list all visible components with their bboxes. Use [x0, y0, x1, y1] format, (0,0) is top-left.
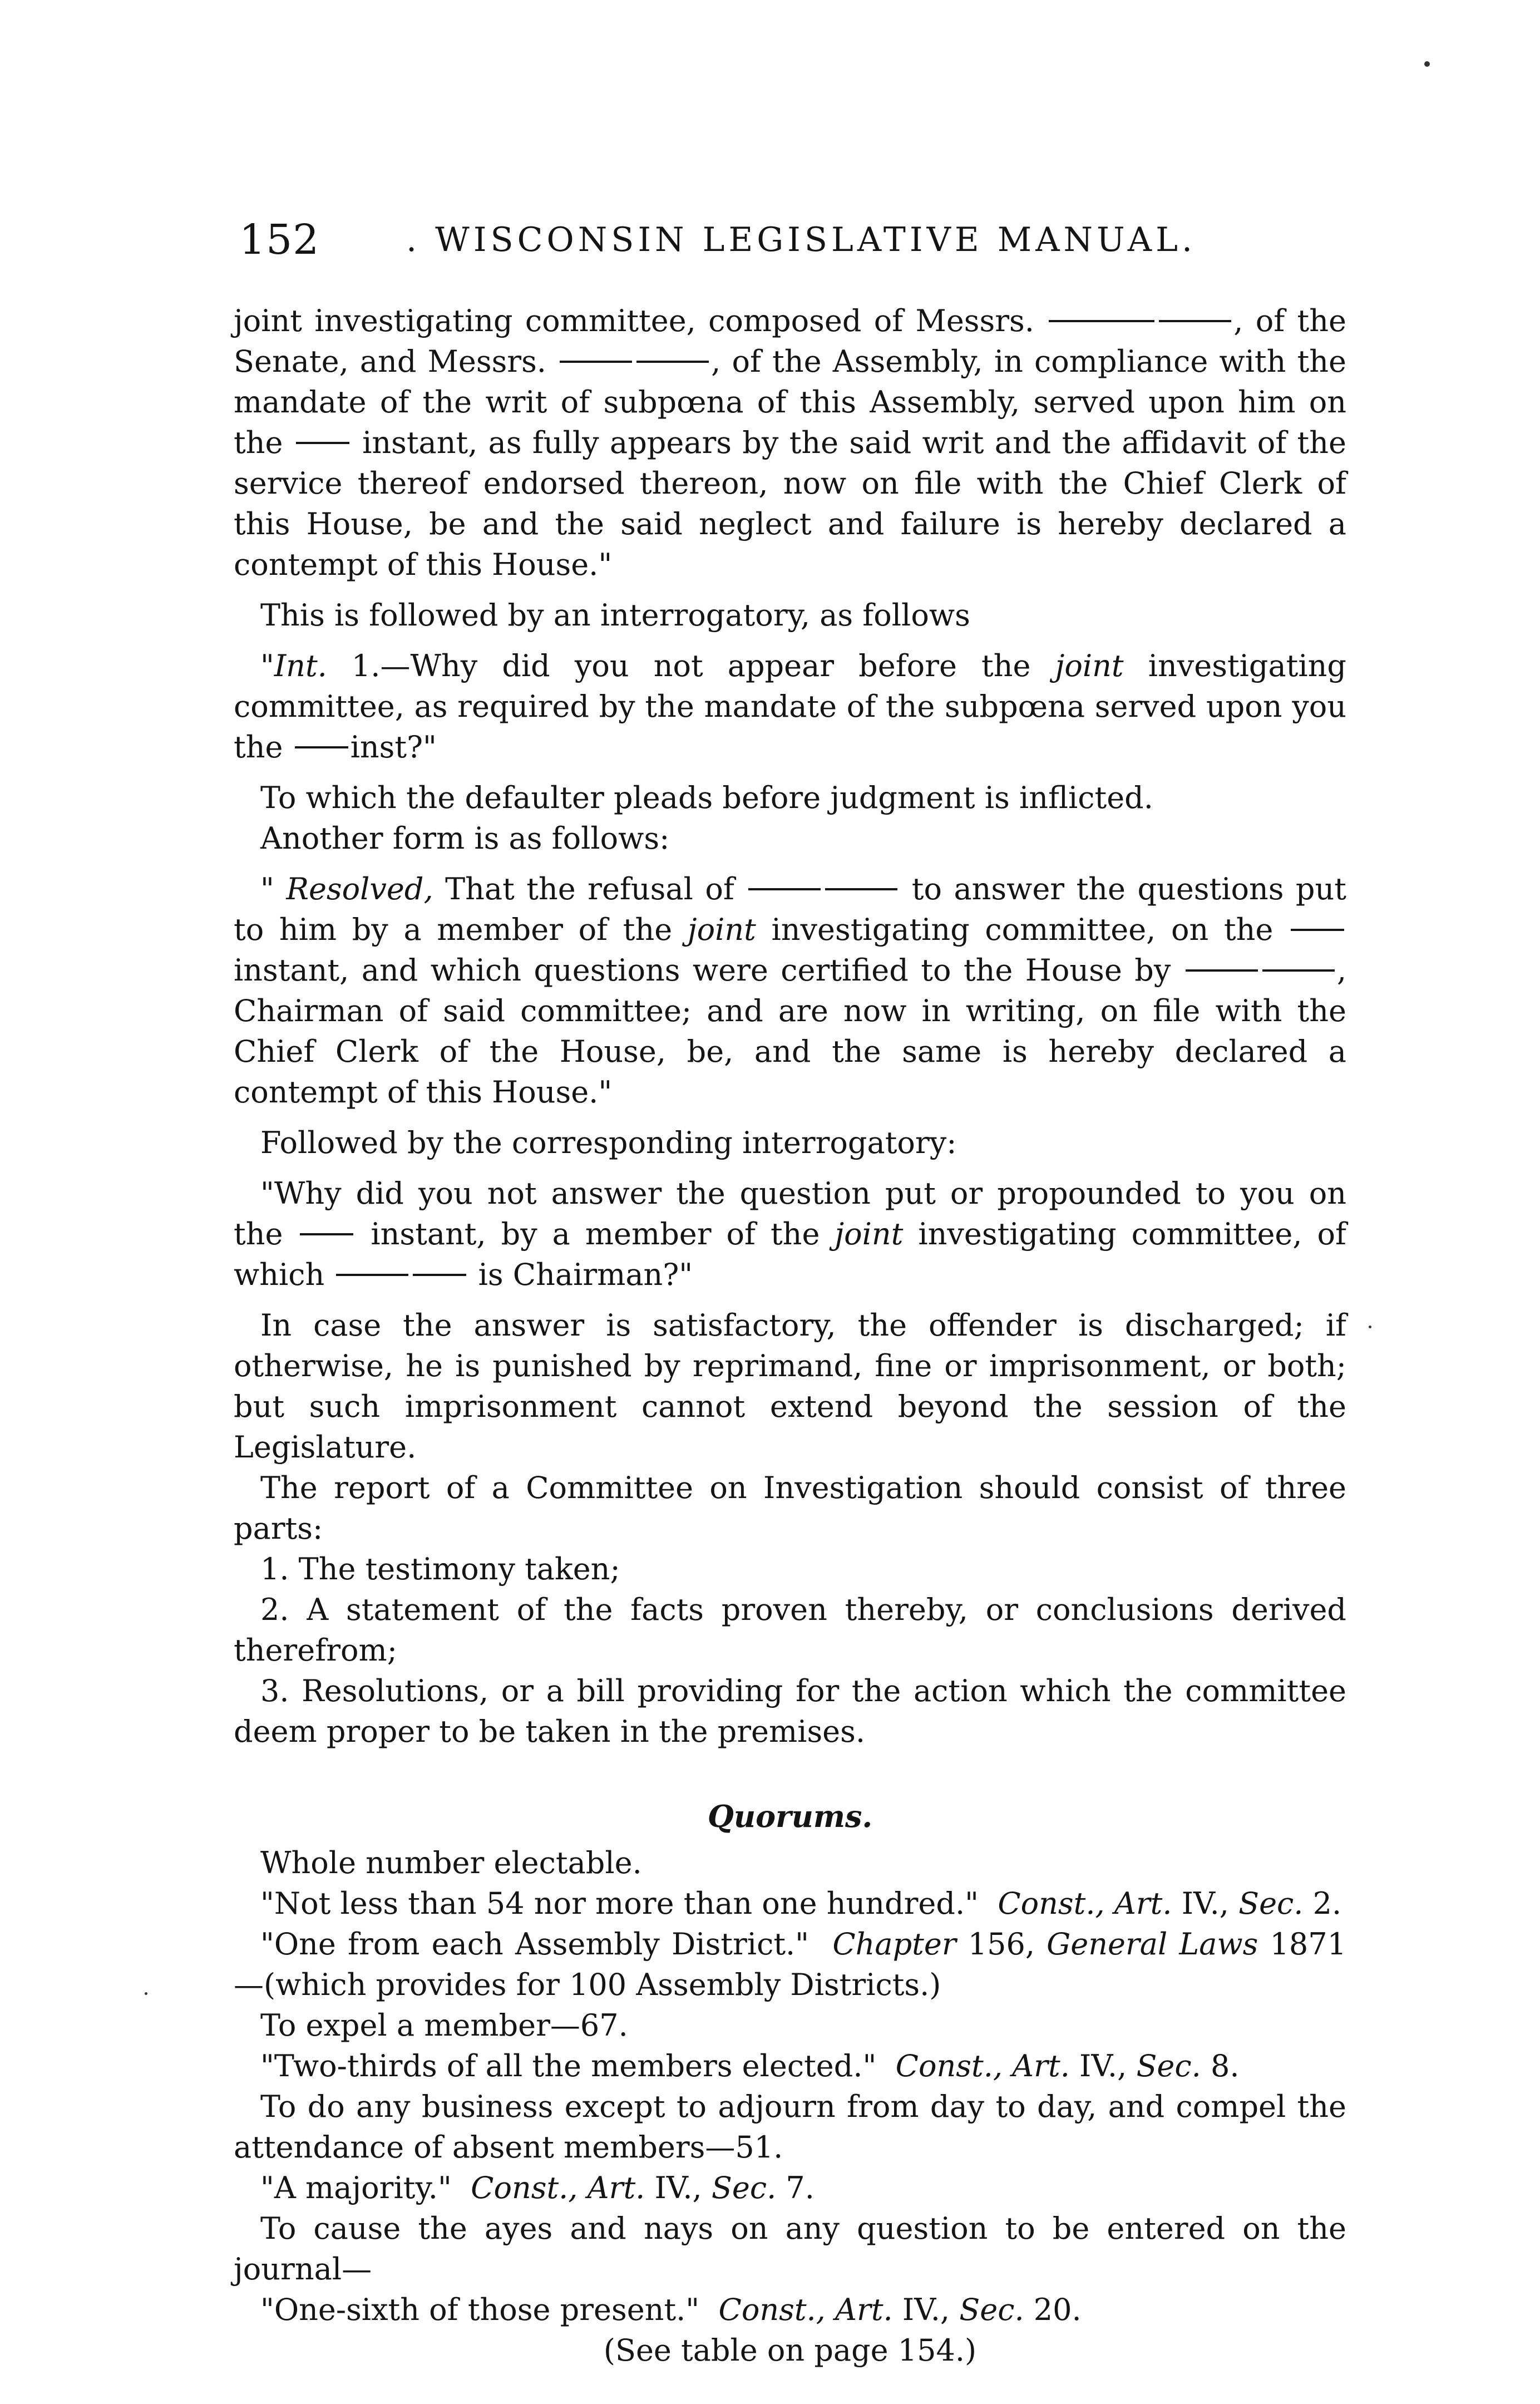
text: That the refusal of — [445, 871, 734, 907]
quorum-line: Whole number electable. — [260, 1845, 642, 1880]
blank-line — [336, 1274, 408, 1276]
text: instant, by a member of the — [371, 1216, 820, 1252]
see-table-note: (See table on page 154.) — [603, 2333, 977, 2368]
page-number: 152 — [239, 216, 320, 264]
text: IV., — [902, 2292, 950, 2327]
text: 20. — [1033, 2292, 1082, 2327]
text: "Two-thirds of all the members elected." — [260, 2048, 877, 2083]
running-title: . WISCONSIN LEGISLATIVE MANUAL. — [406, 220, 1197, 259]
blank-line — [636, 361, 709, 363]
quorum-line — [234, 1883, 1346, 1924]
text: , of the Senate, and Messrs. — [234, 303, 1346, 379]
page-body — [234, 300, 1346, 2371]
blank-line — [1262, 969, 1335, 972]
text: 8. — [1210, 2048, 1240, 2083]
text: Sec. — [711, 2170, 777, 2205]
text: Sec. — [1238, 1886, 1304, 1921]
blank-line — [296, 442, 349, 444]
text: Int. — [274, 648, 327, 683]
paragraph-defaulter: To which the defaulter pleads before judgment is inflicted. — [260, 780, 1153, 815]
paragraph-interrogatory — [234, 646, 1346, 767]
text: to answer the questions put to him by a member of the — [234, 871, 1346, 947]
blank-line — [825, 888, 897, 890]
text: Chapter — [832, 1927, 956, 1962]
text: " — [260, 871, 274, 907]
blank-line — [300, 1233, 353, 1235]
text: joint — [835, 1216, 904, 1252]
blank-line — [413, 1274, 466, 1276]
blank-line — [748, 888, 821, 890]
paragraph-answer: In case the answer is satisfactory, the offender is discharged; if otherwise, he is punished by reprimand, fine or imprisonment, or both; but such imprisonment cannot extend beyond the session of the Legislature. — [234, 1308, 1346, 1465]
page-header — [239, 216, 1346, 277]
text: 2. — [1312, 1886, 1342, 1921]
blank-line — [560, 361, 632, 363]
paragraph-report: The report of a Committee on Investigation should consist of three parts: — [234, 1470, 1346, 1546]
text: IV., — [654, 2170, 702, 2205]
list-item: 1. The testimony taken; — [260, 1551, 620, 1587]
quorum-line: To expel a member—67. — [260, 2008, 628, 2043]
text: Const., Art. — [471, 2170, 645, 2205]
text: 1.—Why did you not appear before the — [351, 648, 1031, 683]
text: investigating committee, on the — [771, 912, 1274, 947]
text: , of the Assembly, in compliance with the mandate of the writ of subpœna of this Assembly, served upon him on the — [234, 344, 1347, 460]
blank-line — [1159, 320, 1231, 322]
scan-speck — [1424, 61, 1430, 67]
text: Const., Art. — [718, 2292, 893, 2327]
text: investigating committee, as required by the mandate of the subpœna served upon you the — [234, 648, 1346, 765]
text: "A majority." — [260, 2170, 452, 2205]
text: General Laws — [1047, 1927, 1258, 1962]
text: 156, — [968, 1927, 1035, 1962]
quorum-line — [234, 2046, 1346, 2086]
text: joint — [1055, 648, 1124, 683]
text: joint investigating committee, composed of Messrs. — [234, 303, 1034, 338]
text: , Chairman of said committee; and are now in writing, on file with the Chief Clerk of the House, be, and the same is hereby declared a contempt of this House." — [234, 953, 1346, 1110]
text: Sec. — [1136, 2048, 1201, 2083]
list-item: 2. A statement of the facts proven thereby, or conclusions derived therefrom; — [234, 1592, 1346, 1668]
section-heading-quorums: Quorums. — [707, 1799, 873, 1834]
text: joint — [687, 912, 756, 947]
blank-line — [1291, 929, 1344, 931]
quorum-line: To do any business except to adjourn from day to day, and compel the attendance of absent members—51. — [234, 2089, 1346, 2165]
text: Sec. — [959, 2292, 1024, 2327]
quorum-line — [234, 1924, 1346, 2005]
quorum-line — [234, 2167, 1346, 2208]
blank-line — [295, 746, 348, 748]
text: inst?" — [350, 730, 437, 765]
scan-speck — [145, 1992, 147, 1995]
text: " — [260, 648, 274, 683]
blank-line — [1186, 969, 1258, 972]
text: 1871—(which provides for 100 Assembly Districts.) — [234, 1927, 1346, 2002]
quorum-line — [234, 2289, 1346, 2330]
paragraph-another-form: Another form is as follows: — [260, 821, 670, 856]
quorum-line: To cause the ayes and nays on any question to be entered on the journal— — [234, 2211, 1346, 2287]
list-item: 3. Resolutions, or a bill providing for the action which the committee deem proper to be taken in the premises. — [234, 1673, 1346, 1749]
text: IV., — [1079, 2048, 1127, 2083]
paragraph-resolved — [234, 869, 1346, 1112]
text: Const., Art. — [895, 2048, 1070, 2083]
text: "One from each Assembly District." — [260, 1927, 810, 1962]
text: investigating committee, of which — [234, 1216, 1346, 1292]
text: instant, and which questions were certified to the House by — [234, 953, 1171, 988]
paragraph-contempt-resolution — [234, 300, 1346, 585]
text: "Not less than 54 nor more than one hundred." — [260, 1886, 979, 1921]
text: is Chairman?" — [478, 1257, 693, 1292]
text: Const., Art. — [998, 1886, 1172, 1921]
paragraph-why — [234, 1173, 1346, 1295]
text: "Why did you not answer the question put or propounded to you on the — [234, 1176, 1346, 1252]
scan-speck — [1369, 1326, 1371, 1328]
paragraph-interrogatory-intro: This is followed by an interrogatory, as follows — [260, 598, 970, 633]
text: IV., — [1181, 1886, 1229, 1921]
blank-line — [1049, 320, 1154, 322]
text: Resolved, — [286, 871, 433, 907]
text: 7. — [786, 2170, 815, 2205]
paragraph-corresponding: Followed by the corresponding interrogatory: — [260, 1125, 957, 1160]
text: "One-sixth of those present." — [260, 2292, 700, 2327]
text: instant, as fully appears by the said writ and the affidavit of the service thereof endorsed thereon, now on file with the Chief Clerk of this House, be and the said neglect and failure is hereby declared a contempt of this House." — [234, 425, 1346, 582]
